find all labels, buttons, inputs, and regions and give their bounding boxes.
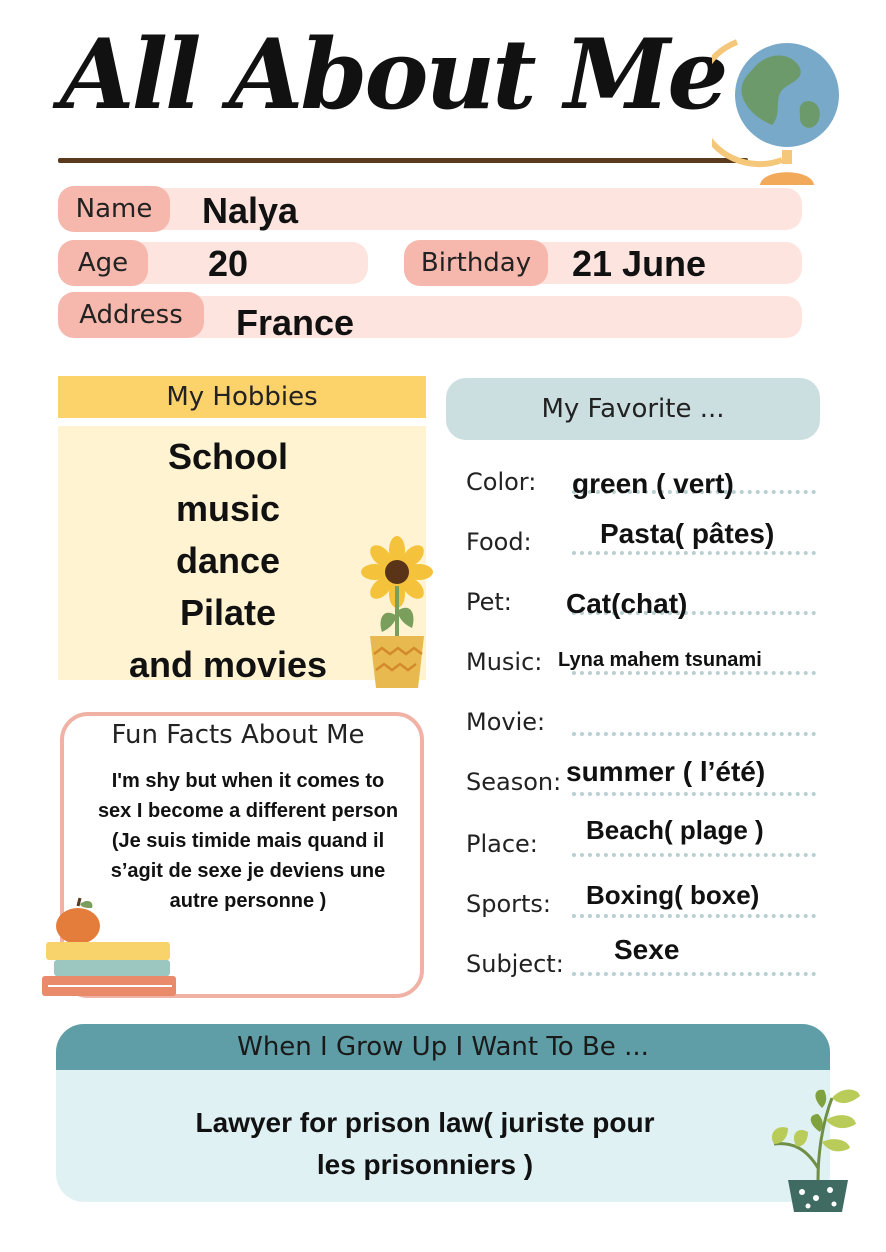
fun-fact-line: sex I become a different person [97, 800, 399, 822]
hobby-item: Pilate [179, 592, 277, 633]
fav-label-movie: Movie: [466, 708, 546, 736]
fav-line [572, 853, 816, 857]
address-label: Address [58, 292, 204, 338]
fav-label-food: Food: [466, 528, 532, 556]
fun-facts-title: Fun Facts About Me [111, 720, 365, 750]
hobby-item: music [175, 488, 281, 529]
address-value: France [236, 302, 355, 343]
fav-label-subject: Subject: [466, 950, 564, 978]
globe-icon [712, 20, 842, 185]
birthday-value: 21 June [572, 243, 707, 284]
sunflower-icon [360, 536, 434, 690]
name-value: Nalya [202, 190, 299, 231]
hobby-item: School [167, 436, 288, 477]
fav-label-color: Color: [466, 468, 537, 496]
fav-value-food: Pasta( pâtes) [600, 518, 775, 549]
fun-fact-line: I'm shy but when it comes to [111, 770, 385, 792]
fav-label-music: Music: [466, 648, 543, 676]
fav-line [572, 551, 816, 555]
grow-up-line: les prisonniers ) [316, 1149, 534, 1180]
fav-line [572, 972, 816, 976]
grow-up-title: When I Grow Up I Want To Be ... [56, 1024, 830, 1070]
age-value: 20 [208, 243, 249, 284]
fav-value-place: Beach( plage ) [586, 815, 764, 845]
fav-line [572, 914, 816, 918]
fav-value-sports: Boxing( boxe) [586, 880, 760, 910]
hobby-item: and movies [128, 644, 328, 685]
hobby-item: dance [175, 540, 281, 581]
fav-value-subject: Sexe [614, 934, 680, 965]
fav-line [572, 792, 816, 796]
fav-value-pet: Cat(chat) [566, 588, 688, 619]
apple-on-books-icon [40, 896, 180, 1000]
potted-plant-icon [762, 1084, 874, 1214]
age-label: Age [58, 240, 148, 286]
fun-fact-line: autre personne ) [169, 890, 327, 912]
fun-fact-line: (Je suis timide mais quand il [111, 830, 385, 852]
name-label: Name [58, 186, 170, 232]
grow-up-line: Lawyer for prison law( juriste pour [195, 1107, 655, 1138]
fav-label-sports: Sports: [466, 890, 552, 918]
fav-value-music: Lyna mahem tsunami [558, 649, 762, 671]
fav-label-pet: Pet: [466, 588, 512, 616]
birthday-label: Birthday [404, 240, 548, 286]
fun-fact-line: s’agit de sexe je deviens une [110, 860, 386, 882]
fav-label-place: Place: [466, 830, 538, 858]
title-underline [58, 158, 748, 163]
page-title: All About Me [60, 18, 726, 131]
fav-line [572, 732, 816, 736]
grow-up-text [120, 1102, 730, 1186]
fav-value-color: green ( vert) [572, 468, 734, 499]
favorites-title: My Favorite ... [446, 378, 820, 440]
fun-facts-text [74, 766, 422, 916]
fav-value-season: summer ( l’été) [566, 756, 766, 787]
fav-label-season: Season: [466, 768, 562, 796]
hobbies-title: My Hobbies [58, 376, 426, 418]
